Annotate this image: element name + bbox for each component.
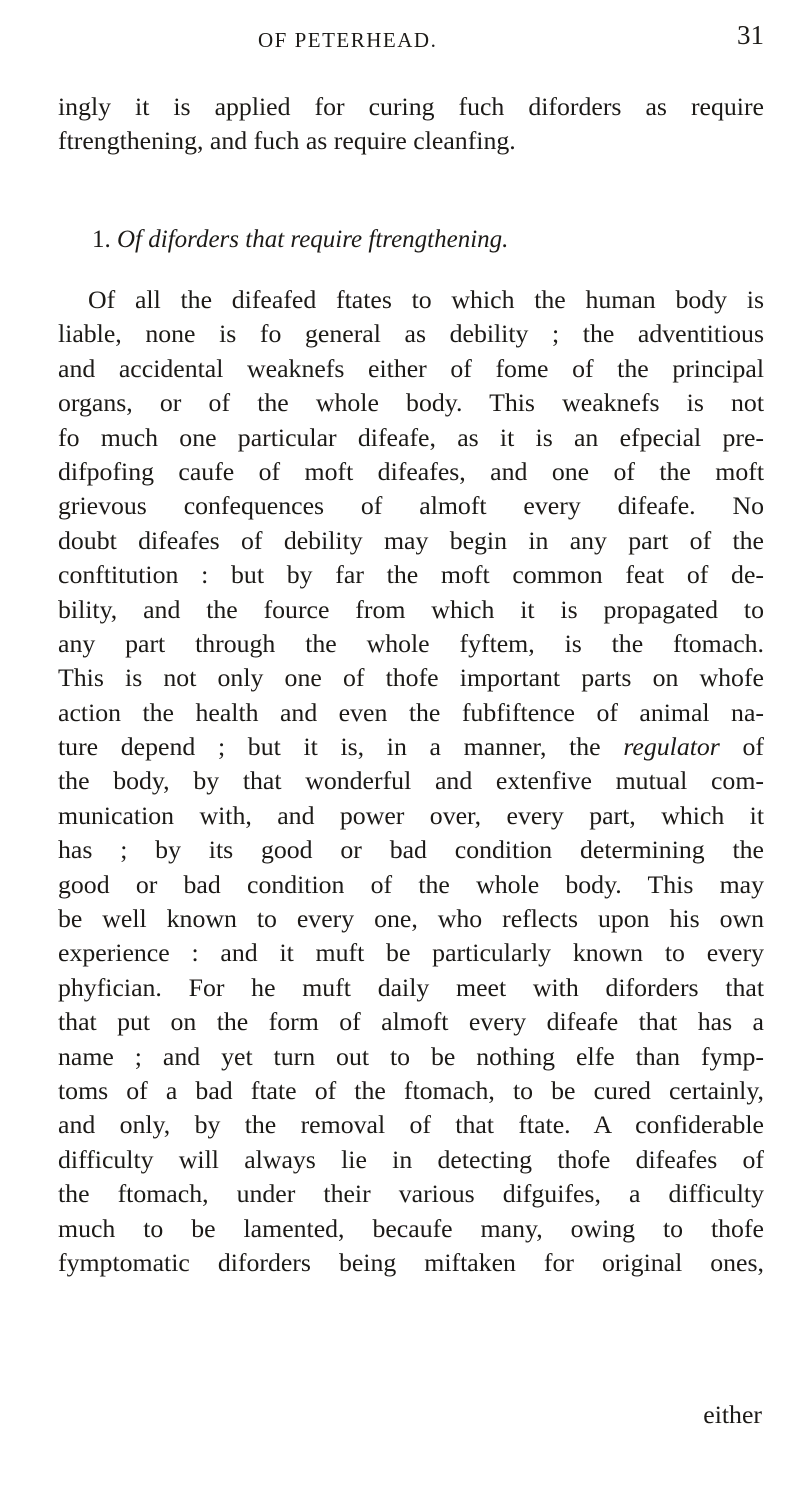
text-line: the body, by that wonderful and extenfive mutual com-	[58, 766, 764, 796]
text-line: good or bad condition of the whole body. This may	[58, 869, 764, 899]
text-line: liable, none is fo general as debility ; the adventitious	[58, 319, 764, 349]
text-line: and accidental weaknefs either of fome of the principal	[58, 353, 764, 383]
text-line: much to be lamented, becaufe many, owing to thofe	[58, 1213, 764, 1243]
text-line	[58, 730, 764, 764]
line-text: ture depend ; but it is, in a manner, the	[58, 732, 624, 762]
text-line: phyfician. For he muft daily meet with diforders that	[58, 972, 764, 1002]
text-line: action the health and even the fubfiftence of animal na-	[58, 697, 764, 727]
text-line: and only, by the removal of that ftate. A confiderable	[58, 1110, 764, 1140]
opening-paragraph	[58, 90, 764, 159]
text-line: conftitution : but by far the moft common feat of de-	[58, 560, 764, 590]
text-line: any part through the whole fyftem, is the ftomach.	[58, 628, 764, 658]
catchword: either	[703, 1400, 762, 1429]
text-line: difpofing caufe of moft difeafes, and one of the moft	[58, 456, 764, 486]
text-line: has ; by its good or bad condition determining the	[58, 835, 764, 865]
text-line: difficulty will always lie in detecting thofe difeafes of	[58, 1144, 764, 1174]
text-line: Of all the difeafed ftates to which the human body is	[88, 285, 764, 314]
text-line: name ; and yet turn out to be nothing elfe than fymp-	[58, 1041, 764, 1071]
text-line: that put on the form of almoft every difeafe that has a	[58, 1007, 764, 1037]
text-line: toms of a bad ftate of the ftomach, to be cured certainly,	[58, 1075, 764, 1105]
body-paragraph	[58, 283, 764, 1280]
text-line: This is not only one of thofe important parts on whofe	[58, 663, 764, 693]
text-line: fo much one particular difeafe, as it is an efpecial pre-	[58, 422, 764, 452]
section-title: Of diforders that require ftrengthening.	[117, 226, 509, 253]
section-number: 1.	[92, 226, 111, 253]
text-line: doubt difeafes of debility may begin in any part of the	[58, 525, 764, 555]
text-line: ingly it is applied for curing fuch diforders as require	[58, 92, 764, 121]
text-line: ftrengthening, and fuch as require cleanfing.	[58, 126, 516, 156]
section-heading	[92, 226, 508, 254]
text-line: grievous confequences of almoft every difeafe. No	[58, 491, 764, 521]
text-line: the ftomach, under their various difguifes, a difficulty	[58, 1179, 764, 1209]
text-line: fymptomatic diforders being miftaken for original ones,	[58, 1247, 764, 1277]
text-line: organs, or of the whole body. This weaknefs is not	[58, 388, 764, 418]
page-number: 31	[737, 20, 764, 50]
text-line: be well known to every one, who reflects upon his own	[58, 904, 764, 934]
line-text-tail: of	[719, 732, 764, 762]
text-line: bility, and the fource from which it is propagated to	[58, 594, 764, 624]
running-head: OF PETERHEAD.	[258, 28, 438, 52]
emphasis-word: regulator	[623, 732, 720, 762]
text-line: experience : and it muft be particularly known to every	[58, 938, 764, 968]
text-line: munication with, and power over, every part, which it	[58, 800, 764, 830]
